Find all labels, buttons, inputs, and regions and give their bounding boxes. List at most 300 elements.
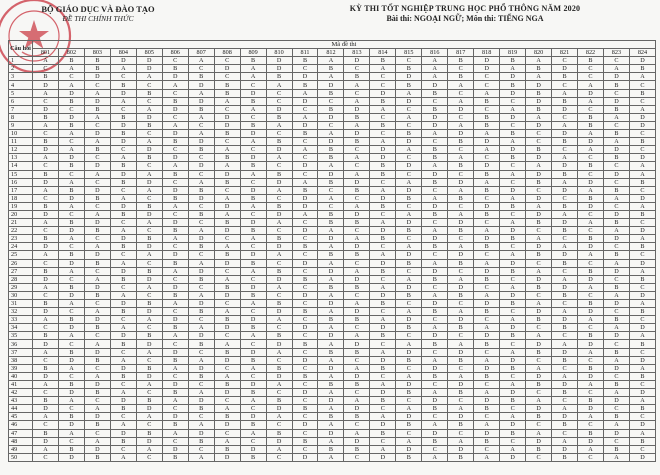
exam-code-header: Mã đề thi xyxy=(33,41,656,49)
answer-cell: C xyxy=(370,73,396,81)
answer-cell: D xyxy=(266,178,292,186)
answer-cell: B xyxy=(84,389,110,397)
table-row xyxy=(9,162,656,170)
answer-cell: A xyxy=(58,146,84,154)
answer-cell: C xyxy=(266,389,292,397)
answer-cell: C xyxy=(396,364,422,372)
answer-cell: C xyxy=(266,227,292,235)
answer-cell: B xyxy=(58,121,84,129)
table-row xyxy=(9,251,656,259)
answer-cell: A xyxy=(84,89,110,97)
answer-cell: D xyxy=(500,89,526,97)
answer-cell: D xyxy=(526,121,552,129)
answer-cell: D xyxy=(474,57,500,65)
answer-cell: B xyxy=(318,105,344,113)
answer-cell: D xyxy=(214,421,240,429)
answer-cell: D xyxy=(58,113,84,121)
answer-cell: B xyxy=(110,340,136,348)
answer-cell: C xyxy=(396,170,422,178)
answer-cell: C xyxy=(318,202,344,210)
answer-cell: A xyxy=(110,356,136,364)
answer-cell: C xyxy=(188,316,214,324)
answer-cell: C xyxy=(162,340,188,348)
answer-cell: D xyxy=(162,445,188,453)
answer-cell: A xyxy=(474,89,500,97)
answer-cell: B xyxy=(188,275,214,283)
question-number: 5 xyxy=(9,89,33,97)
answer-cell: D xyxy=(603,170,629,178)
answer-cell: B xyxy=(33,113,59,121)
answer-cell: D xyxy=(110,364,136,372)
answer-cell: D xyxy=(603,146,629,154)
answer-cell: A xyxy=(344,332,370,340)
answer-cell: D xyxy=(58,89,84,97)
answer-cell: C xyxy=(448,364,474,372)
answer-cell: A xyxy=(344,429,370,437)
answer-cell: C xyxy=(629,130,655,138)
answer-cell: B xyxy=(526,348,552,356)
answer-cell: D xyxy=(629,121,655,129)
answer-cell: B xyxy=(58,162,84,170)
answer-cell: A xyxy=(370,186,396,194)
answer-cell: B xyxy=(578,235,604,243)
answer-cell: C xyxy=(214,73,240,81)
answer-cell: B xyxy=(370,162,396,170)
answer-cell: D xyxy=(396,219,422,227)
answer-cell: A xyxy=(136,283,162,291)
answer-cell: A xyxy=(318,389,344,397)
answer-cell: C xyxy=(474,105,500,113)
answer-cell: A xyxy=(474,389,500,397)
answer-cell: A xyxy=(526,73,552,81)
answer-cell: A xyxy=(344,397,370,405)
answer-cell: B xyxy=(240,194,266,202)
answer-cell: B xyxy=(33,202,59,210)
answer-cell: D xyxy=(603,267,629,275)
answer-cell: C xyxy=(500,210,526,218)
answer-cell: C xyxy=(292,251,318,259)
answer-cell: A xyxy=(84,437,110,445)
answer-cell: A xyxy=(422,356,448,364)
answer-cell: C xyxy=(110,186,136,194)
answer-cell: A xyxy=(578,445,604,453)
answer-cell: C xyxy=(629,219,655,227)
answer-cell: C xyxy=(240,405,266,413)
answer-cell: A xyxy=(500,445,526,453)
answer-cell: D xyxy=(110,235,136,243)
answer-cell: D xyxy=(318,300,344,308)
answer-cell: D xyxy=(578,243,604,251)
answer-cell: B xyxy=(578,267,604,275)
answer-cell: A xyxy=(266,348,292,356)
answer-cell: C xyxy=(292,300,318,308)
answer-cell: A xyxy=(84,275,110,283)
answer-cell: D xyxy=(370,324,396,332)
answer-cell: C xyxy=(110,219,136,227)
answer-cell: B xyxy=(240,259,266,267)
answer-cell: D xyxy=(318,170,344,178)
answer-cell: C xyxy=(214,332,240,340)
question-number: 28 xyxy=(9,275,33,283)
answer-cell: D xyxy=(292,194,318,202)
question-number: 38 xyxy=(9,356,33,364)
answer-cell: A xyxy=(58,364,84,372)
ministry-name: BỘ GIÁO DỤC VÀ ĐÀO TẠO xyxy=(41,4,155,14)
question-number: 37 xyxy=(9,348,33,356)
table-row xyxy=(9,194,656,202)
answer-cell: B xyxy=(162,65,188,73)
answer-cell: B xyxy=(292,372,318,380)
answer-cell: B xyxy=(396,324,422,332)
answer-cell: B xyxy=(344,380,370,388)
question-number: 14 xyxy=(9,162,33,170)
answer-cell: B xyxy=(266,332,292,340)
answer-cell: B xyxy=(448,138,474,146)
header-left xyxy=(28,4,168,23)
answer-cell: D xyxy=(136,146,162,154)
answer-cell: B xyxy=(162,170,188,178)
answer-cell: C xyxy=(578,324,604,332)
answer-cell: C xyxy=(136,324,162,332)
answer-cell: A xyxy=(58,397,84,405)
answer-cell: B xyxy=(318,65,344,73)
answer-cell: B xyxy=(188,73,214,81)
answer-cell: B xyxy=(552,421,578,429)
answer-cell: A xyxy=(58,81,84,89)
answer-cell: B xyxy=(33,170,59,178)
answer-cell: B xyxy=(396,81,422,89)
answer-cell: A xyxy=(188,130,214,138)
answer-cell: D xyxy=(500,421,526,429)
answer-cell: D xyxy=(318,81,344,89)
answer-cell: B xyxy=(292,405,318,413)
answer-cell: D xyxy=(84,380,110,388)
answer-cell: A xyxy=(136,186,162,194)
answer-cell: C xyxy=(33,97,59,105)
answer-cell: B xyxy=(136,154,162,162)
answer-cell: B xyxy=(84,227,110,235)
answer-cell: A xyxy=(240,65,266,73)
answer-cell: D xyxy=(214,227,240,235)
answer-cell: C xyxy=(292,105,318,113)
answer-cell: B xyxy=(266,170,292,178)
answer-cell: C xyxy=(629,445,655,453)
answer-cell: D xyxy=(58,154,84,162)
question-number: 17 xyxy=(9,186,33,194)
answer-cell: D xyxy=(188,267,214,275)
answer-cell: D xyxy=(292,97,318,105)
answer-cell: A xyxy=(396,210,422,218)
answer-cell: B xyxy=(110,210,136,218)
answer-cell: D xyxy=(33,178,59,186)
answer-cell: C xyxy=(240,113,266,121)
answer-cell: A xyxy=(110,324,136,332)
table-row xyxy=(9,348,656,356)
answer-cell: D xyxy=(136,372,162,380)
answer-cell: A xyxy=(448,121,474,129)
answer-cell: C xyxy=(526,186,552,194)
answer-cell: D xyxy=(188,300,214,308)
answer-cell: D xyxy=(84,413,110,421)
answer-cell: C xyxy=(396,332,422,340)
answer-cell: C xyxy=(33,162,59,170)
answer-cell: D xyxy=(162,130,188,138)
answer-cell: C xyxy=(84,235,110,243)
answer-cell: B xyxy=(500,154,526,162)
answer-cell: D xyxy=(84,130,110,138)
answer-cell: A xyxy=(474,130,500,138)
answer-cell: D xyxy=(110,170,136,178)
answer-cell: B xyxy=(396,259,422,267)
answer-cell: A xyxy=(552,121,578,129)
answer-cell: D xyxy=(396,413,422,421)
answer-cell: B xyxy=(33,267,59,275)
answer-cell: D xyxy=(448,445,474,453)
answer-cell: D xyxy=(422,113,448,121)
answer-cell: A xyxy=(370,105,396,113)
question-number: 41 xyxy=(9,380,33,388)
answer-cell: C xyxy=(292,283,318,291)
answer-cell: D xyxy=(422,332,448,340)
answer-cell: D xyxy=(292,356,318,364)
answer-cell: B xyxy=(629,275,655,283)
answer-cell: B xyxy=(552,97,578,105)
table-row xyxy=(9,57,656,65)
exam-code-cell: 802 xyxy=(58,49,84,57)
answer-cell: D xyxy=(188,97,214,105)
answer-cell: D xyxy=(136,405,162,413)
answer-cell: D xyxy=(188,162,214,170)
answer-cell: B xyxy=(396,356,422,364)
question-number: 22 xyxy=(9,227,33,235)
answer-cell: C xyxy=(629,316,655,324)
answer-cell: A xyxy=(84,308,110,316)
answer-cell: D xyxy=(292,73,318,81)
answer-cell: C xyxy=(396,397,422,405)
answer-cell: A xyxy=(240,138,266,146)
answer-cell: B xyxy=(629,210,655,218)
answer-cell: C xyxy=(110,73,136,81)
answer-cell: A xyxy=(552,243,578,251)
answer-cell: B xyxy=(58,97,84,105)
answer-cell: A xyxy=(318,57,344,65)
answer-cell: D xyxy=(500,73,526,81)
answer-cell: B xyxy=(188,146,214,154)
answer-cell: D xyxy=(33,372,59,380)
table-row xyxy=(9,445,656,453)
answer-cell: B xyxy=(84,291,110,299)
question-number: 42 xyxy=(9,389,33,397)
answer-cell: D xyxy=(136,210,162,218)
answer-cell: C xyxy=(266,130,292,138)
answer-cell: A xyxy=(266,219,292,227)
answer-cell: B xyxy=(578,194,604,202)
answer-cell: D xyxy=(33,243,59,251)
answer-cell: A xyxy=(318,324,344,332)
answer-cell: B xyxy=(136,267,162,275)
answer-cell: D xyxy=(188,138,214,146)
answer-cell: C xyxy=(370,437,396,445)
answer-cell: C xyxy=(578,73,604,81)
answer-cell: A xyxy=(318,437,344,445)
answer-cell: C xyxy=(188,219,214,227)
answer-cell: C xyxy=(162,113,188,121)
table-row xyxy=(9,105,656,113)
answer-cell: C xyxy=(188,154,214,162)
answer-cell: D xyxy=(578,275,604,283)
answer-cell: A xyxy=(266,186,292,194)
answer-cell: B xyxy=(240,57,266,65)
answer-cell: A xyxy=(578,219,604,227)
answer-cell: A xyxy=(84,113,110,121)
question-number: 20 xyxy=(9,210,33,218)
question-number: 12 xyxy=(9,146,33,154)
answer-cell: D xyxy=(629,291,655,299)
answer-cell: C xyxy=(603,405,629,413)
answer-cell: C xyxy=(603,162,629,170)
answer-cell: A xyxy=(110,389,136,397)
answer-cell: A xyxy=(552,275,578,283)
answer-cell: C xyxy=(500,162,526,170)
answer-cell: B xyxy=(110,81,136,89)
answer-cell: A xyxy=(603,324,629,332)
answer-cell: D xyxy=(603,235,629,243)
answer-cell: A xyxy=(448,243,474,251)
answer-cell: D xyxy=(629,421,655,429)
answer-cell: D xyxy=(526,372,552,380)
answer-cell: B xyxy=(603,348,629,356)
question-number: 8 xyxy=(9,113,33,121)
exam-code-cell: 814 xyxy=(370,49,396,57)
answer-cell: B xyxy=(266,429,292,437)
table-row xyxy=(9,146,656,154)
answer-cell: D xyxy=(552,219,578,227)
answer-cell: A xyxy=(136,73,162,81)
answer-cell: A xyxy=(526,267,552,275)
table-row xyxy=(9,138,656,146)
answer-cell: A xyxy=(500,380,526,388)
table-row xyxy=(9,275,656,283)
answer-cell: C xyxy=(603,275,629,283)
answer-cell: D xyxy=(188,235,214,243)
answer-cell: B xyxy=(292,130,318,138)
answer-cell: D xyxy=(552,162,578,170)
answer-cell: A xyxy=(578,283,604,291)
answer-cell: C xyxy=(500,405,526,413)
answer-cell: C xyxy=(474,316,500,324)
answer-cell: A xyxy=(162,121,188,129)
answer-cell: B xyxy=(214,178,240,186)
answer-cell: C xyxy=(84,397,110,405)
answer-cell: B xyxy=(448,421,474,429)
answer-cell: A xyxy=(578,130,604,138)
answer-cell: B xyxy=(58,186,84,194)
answer-cell: B xyxy=(422,154,448,162)
answer-cell: B xyxy=(448,389,474,397)
answer-cell: C xyxy=(136,227,162,235)
answer-cell: B xyxy=(84,146,110,154)
answer-cell: A xyxy=(603,194,629,202)
answer-cell: A xyxy=(500,219,526,227)
answer-cell: C xyxy=(58,340,84,348)
answer-cell: D xyxy=(474,235,500,243)
answer-cell: A xyxy=(33,121,59,129)
answer-cell: A xyxy=(58,429,84,437)
answer-cell: A xyxy=(629,202,655,210)
answer-cell: D xyxy=(370,421,396,429)
answer-cell: A xyxy=(422,57,448,65)
answer-cell: C xyxy=(162,89,188,97)
answer-cell: A xyxy=(214,146,240,154)
answer-cell: A xyxy=(188,113,214,121)
answer-cell: B xyxy=(162,389,188,397)
answer-cell: B xyxy=(188,372,214,380)
answer-cell: B xyxy=(58,316,84,324)
answer-cell: D xyxy=(526,437,552,445)
answer-cell: B xyxy=(629,138,655,146)
answer-cell: A xyxy=(370,219,396,227)
answer-cell: C xyxy=(578,65,604,73)
answer-cell: C xyxy=(84,332,110,340)
answer-cell: D xyxy=(344,437,370,445)
answer-cell: B xyxy=(58,57,84,65)
exam-code-cell: 819 xyxy=(500,49,526,57)
question-number: 36 xyxy=(9,340,33,348)
table-row xyxy=(9,380,656,388)
answer-cell: A xyxy=(552,154,578,162)
answer-cell: A xyxy=(370,251,396,259)
answer-cell: D xyxy=(266,405,292,413)
answer-cell: A xyxy=(162,332,188,340)
answer-cell: C xyxy=(344,421,370,429)
answer-cell: A xyxy=(629,162,655,170)
answer-cell: D xyxy=(629,356,655,364)
answer-cell: B xyxy=(396,227,422,235)
answer-cell: A xyxy=(110,97,136,105)
answer-cell: A xyxy=(578,186,604,194)
answer-cell: C xyxy=(110,348,136,356)
answer-cell: D xyxy=(526,170,552,178)
answer-cell: D xyxy=(370,89,396,97)
answer-cell: B xyxy=(318,445,344,453)
answer-cell: C xyxy=(448,332,474,340)
answer-cell: C xyxy=(629,146,655,154)
answer-cell: B xyxy=(396,421,422,429)
answer-cell: A xyxy=(214,243,240,251)
answer-cell: C xyxy=(344,146,370,154)
answer-cell: B xyxy=(84,421,110,429)
answer-cell: D xyxy=(526,81,552,89)
answer-cell: C xyxy=(396,429,422,437)
answer-cell: D xyxy=(136,57,162,65)
answer-cell: A xyxy=(266,251,292,259)
answer-cell: C xyxy=(603,121,629,129)
answer-cell: B xyxy=(318,154,344,162)
answer-cell: B xyxy=(110,243,136,251)
answer-cell: C xyxy=(214,429,240,437)
answer-cell: B xyxy=(214,445,240,453)
answer-cell: B xyxy=(33,73,59,81)
answer-cell: A xyxy=(344,97,370,105)
answer-cell: B xyxy=(318,178,344,186)
question-number: 49 xyxy=(9,445,33,453)
answer-cell: C xyxy=(526,227,552,235)
answer-cell: C xyxy=(344,89,370,97)
answer-cell: C xyxy=(474,81,500,89)
answer-cell: B xyxy=(292,57,318,65)
table-row xyxy=(9,81,656,89)
answer-cell: C xyxy=(552,364,578,372)
